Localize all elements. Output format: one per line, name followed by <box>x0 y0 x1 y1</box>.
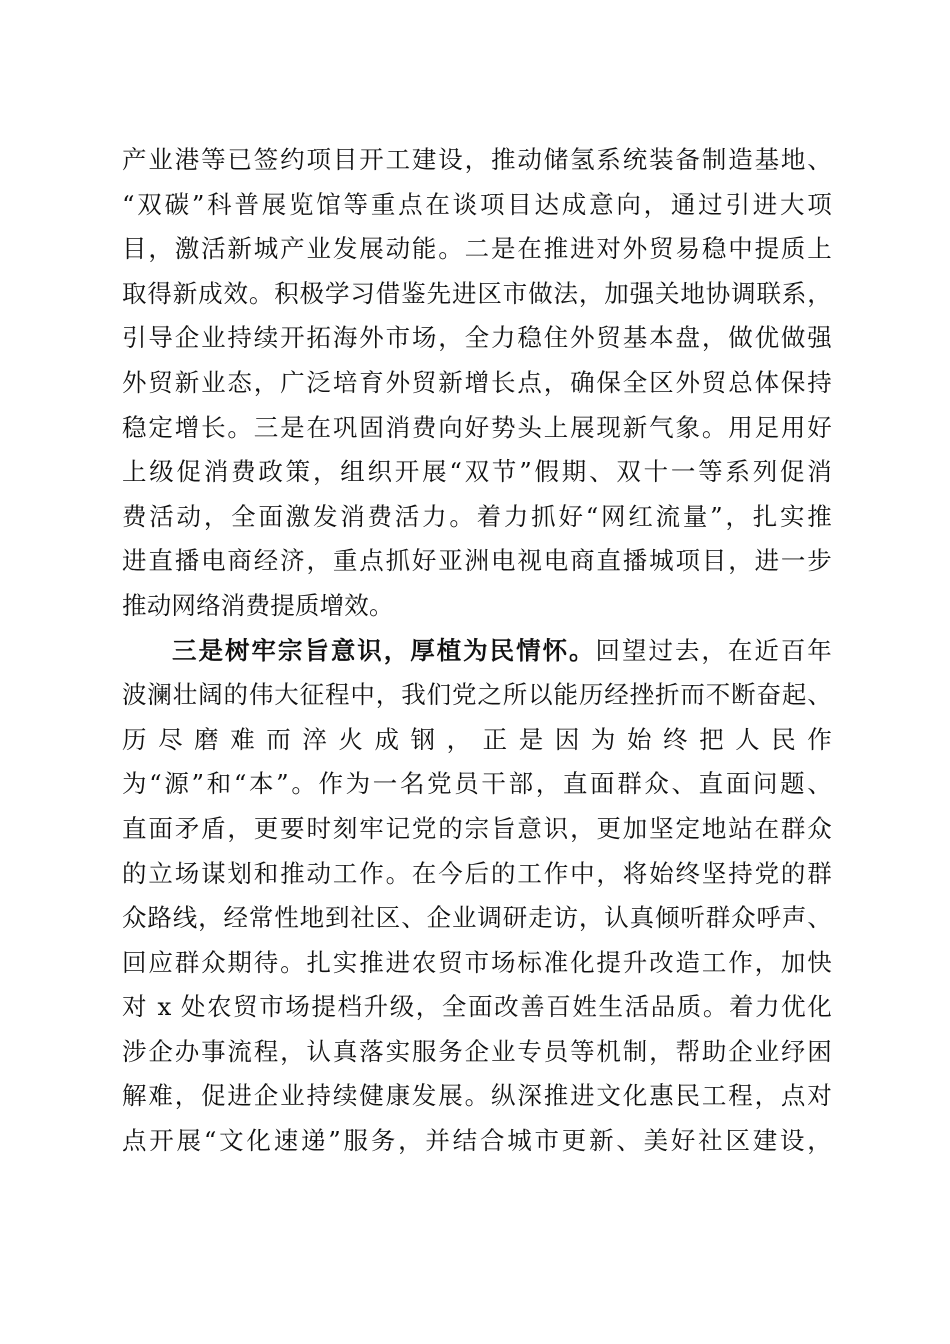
text-line: 历尽磨难而淬火成钢，正是因为始终把人民作 <box>122 724 832 754</box>
text-line <box>122 629 832 674</box>
text-line: 外贸新业态，广泛培育外贸新增长点，确保全区外贸总体保持 <box>122 367 832 397</box>
paragraph-heading: 三是树牢宗旨意识，厚植为民情怀。 <box>172 635 596 665</box>
paragraph <box>122 138 832 629</box>
text-line: 进直播电商经济，重点抓好亚洲电视电商直播城项目，进一步 <box>122 546 832 576</box>
text-line: 回应群众期待。扎实推进农贸市场标准化提升改造工作，加快 <box>122 947 832 977</box>
text-line: 产业港等已签约项目开工建设，推动储氢系统装备制造基地、 <box>122 145 832 174</box>
paragraph <box>122 629 832 1164</box>
text-line: “双碳”科普展览馆等重点在谈项目达成意向，通过引进大项 <box>122 189 832 219</box>
text-line: 取得新成效。积极学习借鉴先进区市做法，加强关地协调联系， <box>122 278 832 308</box>
text-line: 推动网络消费提质增效。 <box>122 590 394 620</box>
text-span: 回望过去，在近百年 <box>595 635 832 665</box>
text-line: 稳定增长。三是在巩固消费向好势头上展现新气象。用足用好 <box>122 412 832 442</box>
text-line: 点开展“文化速递”服务，并结合城市更新、美好社区建设， <box>122 1126 832 1156</box>
text-line: 众路线，经常性地到社区、企业调研走访，认真倾听群众呼声、 <box>122 903 832 933</box>
text-line: 目，激活新城产业发展动能。二是在推进对外贸易稳中提质上 <box>122 234 832 264</box>
text-line: 解难，促进企业持续健康发展。纵深推进文化惠民工程，点对 <box>122 1081 832 1111</box>
text-line: 对 x 处农贸市场提档升级，全面改善百姓生活品质。着力优化 <box>122 992 832 1022</box>
text-line: 费活动，全面激发消费活力。着力抓好“网红流量”，扎实推 <box>122 501 832 531</box>
text-line: 上级促消费政策，组织开展“双节”假期、双十一等系列促消 <box>122 457 832 487</box>
text-line: 直面矛盾，更要时刻牢记党的宗旨意识，更加坚定地站在群众 <box>122 813 832 843</box>
text-line: 为“源”和“本”。作为一名党员干部，直面群众、直面问题、 <box>122 769 832 799</box>
text-line: 引导企业持续开拓海外市场，全力稳住外贸基本盘，做优做强 <box>122 323 832 353</box>
text-line: 波澜壮阔的伟大征程中，我们党之所以能历经挫折而不断奋起、 <box>122 680 832 710</box>
document-body <box>122 138 832 1164</box>
text-line: 的立场谋划和推动工作。在今后的工作中，将始终坚持党的群 <box>122 858 832 888</box>
text-line: 涉企办事流程，认真落实服务企业专员等机制，帮助企业纾困 <box>122 1036 832 1066</box>
